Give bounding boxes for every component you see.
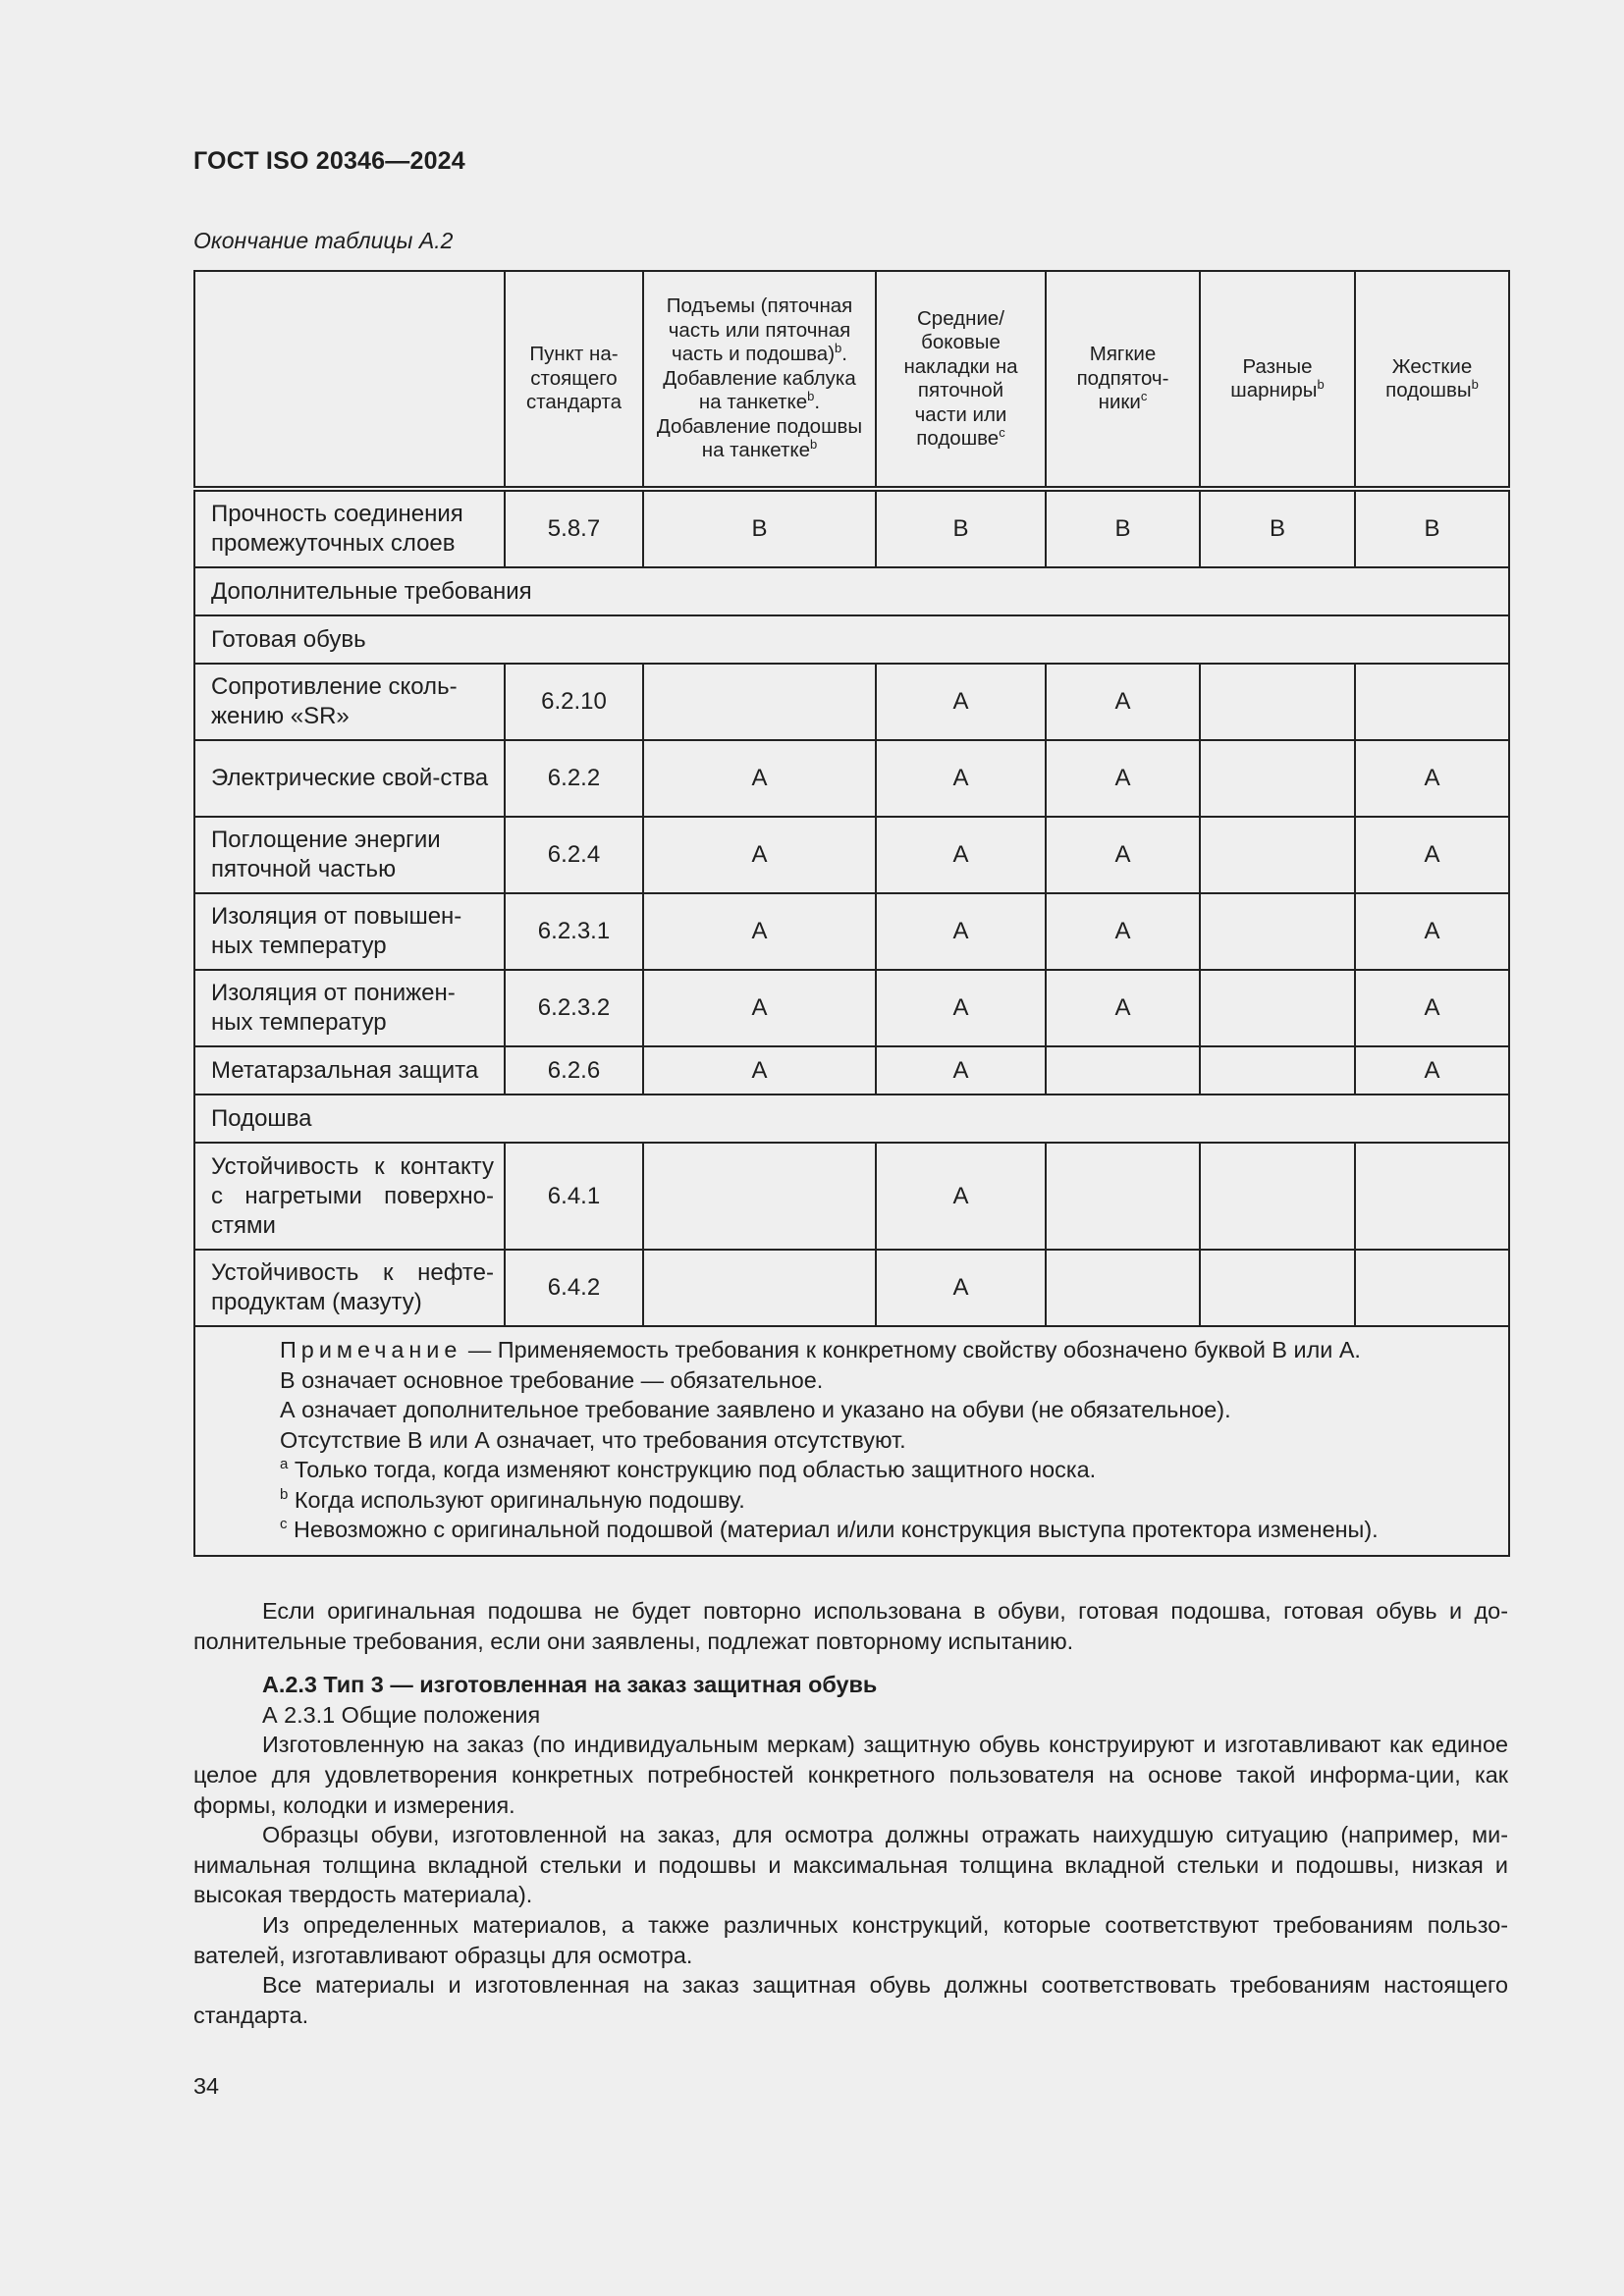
paragraph: Изготовленную на заказ (по индивидуальным меркам) защитную обувь конструируют и изготавливают как единое целое для удовлетворения конкретных потребностей конкретного пользователя на основе такой информа-ции, как формы, колодки и измерения. [193, 1732, 1508, 1818]
cell-value: А [1355, 970, 1509, 1046]
cell-clause: 6.4.1 [505, 1143, 643, 1250]
cell-value [1200, 1143, 1355, 1250]
cell-value: А [1355, 817, 1509, 893]
cell-value: А [876, 893, 1046, 970]
table-row [194, 1143, 1509, 1250]
section-heading: А.2.3 Тип 3 — изготовленная на заказ защитная обувь [262, 1672, 878, 1698]
cell-value: А [643, 740, 876, 817]
cell-value: А [876, 970, 1046, 1046]
cell-clause: 6.2.6 [505, 1046, 643, 1095]
footnote-a: $^a$ Только тогда, когда изменяют конструкцию под областью защитного носка. [280, 1456, 1097, 1482]
cell-clause: 6.2.3.1 [505, 893, 643, 970]
cell-value: А [1046, 893, 1200, 970]
table-row [194, 970, 1509, 1046]
paragraph: Образцы обуви, изготовленной на заказ, для осмотра должны отражать наихудшую ситуацию (например, ми-нимальная толщина вкладной стельки и подошвы и максимальная толщина вкладной стельки и подошвы, низкая и высокая твердость материала). [193, 1822, 1508, 1908]
cell-value [1200, 817, 1355, 893]
note-label: Примечание [280, 1337, 462, 1362]
cell-value [1046, 1046, 1200, 1095]
cell-clause: 6.2.4 [505, 817, 643, 893]
cell-value [1355, 1143, 1509, 1250]
cell-value [1046, 1250, 1200, 1326]
table-row [194, 489, 1509, 567]
cell-value [1355, 664, 1509, 740]
header-rigid-soles: Жесткие подошвы$^b$ [1355, 271, 1509, 489]
cell-value: А [876, 664, 1046, 740]
header-soft-heel-pads: Мягкие подпяточ-ники$^c$ [1046, 271, 1200, 489]
cell-value: А [1355, 893, 1509, 970]
footnote-b: $^b$ Когда используют оригинальную подошву. [280, 1485, 745, 1513]
cell-value: А [643, 1046, 876, 1095]
cell-value: В [643, 489, 876, 567]
table-row [194, 1046, 1509, 1095]
section-sole: Подошва [194, 1095, 1509, 1143]
note-row [194, 1326, 1509, 1556]
cell-value [1200, 1046, 1355, 1095]
table-header-row [194, 271, 1509, 489]
cell-property: Сопротивление сколь-жению «SR» [194, 664, 505, 740]
document-header: ГОСТ ISO 20346—2024 [193, 147, 465, 175]
table-row [194, 664, 1509, 740]
paragraph: Если оригинальная подошва не будет повторно использована в обуви, готовая подошва, готовая обувь и до-полнительные требования, если они заявлены, подлежат повторному испытанию. [193, 1598, 1508, 1654]
cell-property: Электрические свой-ства [194, 740, 505, 817]
cell-property: Изоляция от понижен-ных температур [194, 970, 505, 1046]
cell-value: В [876, 489, 1046, 567]
cell-value: А [876, 1143, 1046, 1250]
table-row [194, 740, 1509, 817]
cell-property: Прочность соединения промежуточных слоев [194, 489, 505, 567]
header-hinges: Разные шарниры$^b$ [1200, 271, 1355, 489]
requirements-table [193, 270, 1510, 1557]
cell-value: А [643, 817, 876, 893]
cell-value [1200, 893, 1355, 970]
cell-clause: 5.8.7 [505, 489, 643, 567]
cell-value: А [1355, 1046, 1509, 1095]
table-row [194, 893, 1509, 970]
section-additional-requirements: Дополнительные требования [194, 567, 1509, 615]
section-finished-footwear: Готовая обувь [194, 615, 1509, 664]
cell-value: В [1046, 489, 1200, 567]
cell-value: А [1355, 740, 1509, 817]
note-line: Примечание — Применяемость требования к конкретному свойству обозначено буквой В или А. [280, 1337, 1361, 1362]
cell-value: А [876, 817, 1046, 893]
subsection-heading: А 2.3.1 Общие положения [262, 1701, 541, 1728]
cell-value: А [876, 1046, 1046, 1095]
cell-value: А [1046, 664, 1200, 740]
header-clause: Пункт на-стоящего стандарта [505, 271, 643, 489]
header-lifts: Подъемы (пяточная часть или пяточная часть и подошва)$^b$. Добавление каблука на танкетке$^b$. Добавление подошвы на танкетке$^b$ [643, 271, 876, 489]
body-text [193, 1596, 1508, 2030]
cell-value: В [1200, 489, 1355, 567]
footnote-c: $^c$ Невозможно с оригинальной подошвой (материал и/или конструкция выступа протектора изменены). [280, 1516, 1379, 1542]
table-note [194, 1326, 1509, 1556]
cell-value [643, 1143, 876, 1250]
cell-value [1046, 1143, 1200, 1250]
cell-value: А [876, 740, 1046, 817]
cell-property: Устойчивость к нефте-продуктам (мазуту) [194, 1250, 505, 1326]
table-caption: Окончание таблицы А.2 [193, 228, 454, 253]
cell-property: Изоляция от повышен-ных температур [194, 893, 505, 970]
table-row [194, 1250, 1509, 1326]
cell-value: А [643, 970, 876, 1046]
cell-value [643, 1250, 876, 1326]
note-line: В означает основное требование — обязательное. [280, 1366, 824, 1393]
paragraph: Все материалы и изготовленная на заказ защитная обувь должны соответствовать требованиям настоящего стандарта. [193, 1972, 1508, 2028]
cell-value [1355, 1250, 1509, 1326]
cell-clause: 6.2.3.2 [505, 970, 643, 1046]
cell-clause: 6.2.2 [505, 740, 643, 817]
cell-value: В [1355, 489, 1509, 567]
cell-value: А [1046, 740, 1200, 817]
cell-value [1200, 970, 1355, 1046]
cell-value: А [643, 893, 876, 970]
cell-value: А [876, 1250, 1046, 1326]
cell-clause: 6.2.10 [505, 664, 643, 740]
page-number: 34 [193, 2073, 220, 2099]
cell-value: А [1046, 970, 1200, 1046]
note-line: Отсутствие В или А означает, что требования отсутствуют. [280, 1426, 906, 1453]
section-row [194, 615, 1509, 664]
cell-value: А [1046, 817, 1200, 893]
cell-property: Устойчивость к контакту с нагретыми поверхно-стями [194, 1143, 505, 1250]
section-row [194, 567, 1509, 615]
section-row [194, 1095, 1509, 1143]
note-line: А означает дополнительное требование заявлено и указано на обуви (не обязательное). [280, 1397, 1231, 1422]
cell-value [1200, 1250, 1355, 1326]
cell-value [1200, 664, 1355, 740]
cell-value [643, 664, 876, 740]
header-medial-lateral: Средние/ боковые накладки на пяточной части или подошве$^c$ [876, 271, 1046, 489]
table-row [194, 817, 1509, 893]
cell-value [1200, 740, 1355, 817]
header-property [194, 271, 505, 489]
paragraph: Из определенных материалов, а также различных конструкций, которые соответствуют требованиям пользо-вателей, изготавливают образцы для осмотра. [193, 1911, 1508, 1968]
cell-property: Метатарзальная защита [194, 1046, 505, 1095]
cell-property: Поглощение энергии пяточной частью [194, 817, 505, 893]
cell-clause: 6.4.2 [505, 1250, 643, 1326]
